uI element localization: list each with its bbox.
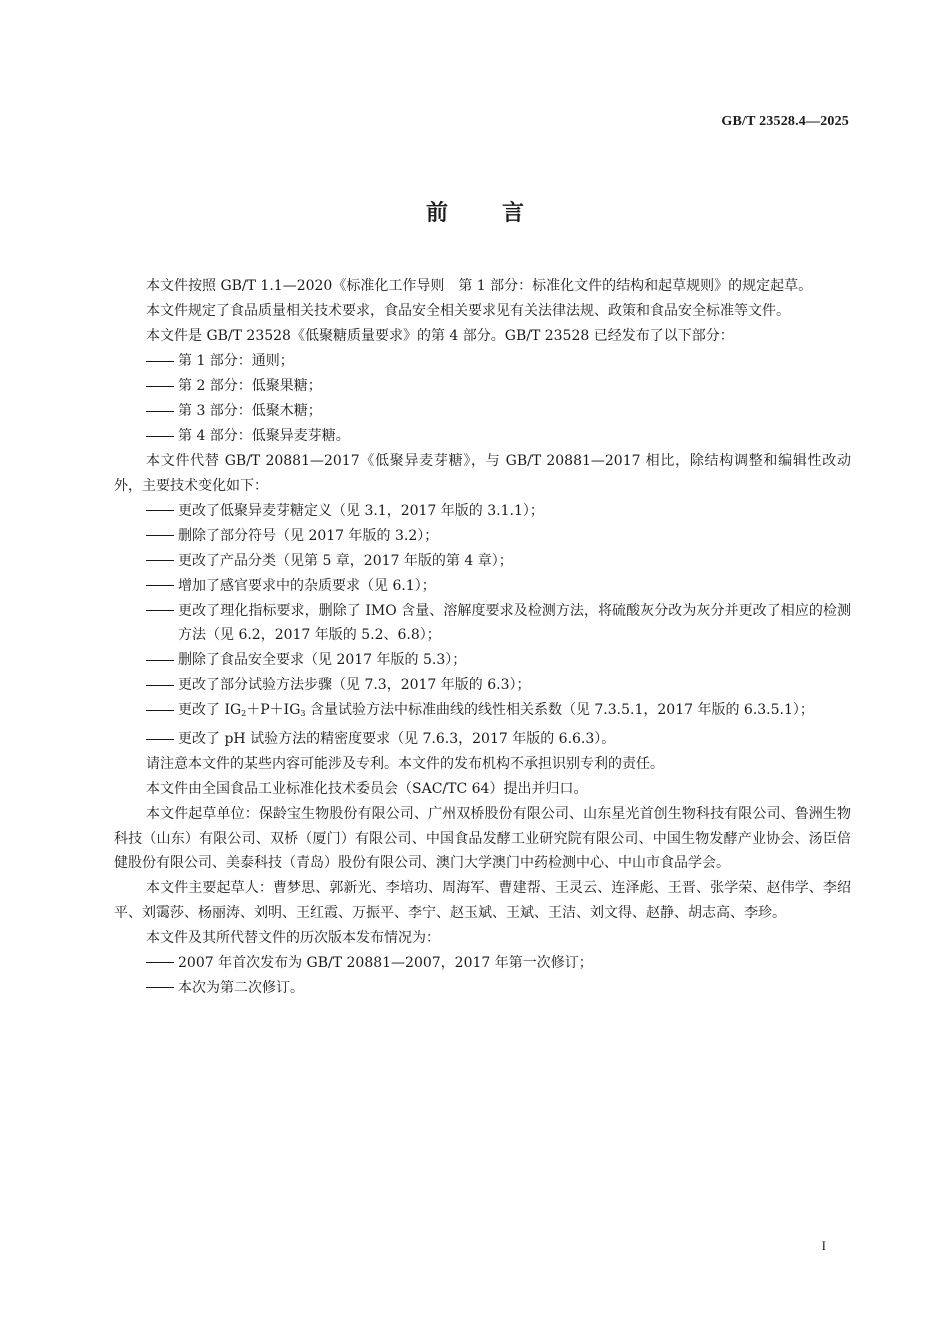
paragraph-history-intro: 本文件及其所代替文件的历次版本发布情况为： [146, 929, 440, 946]
list-item: 删除了食品安全要求（见 2017 年版的 5.3）； [114, 648, 851, 673]
paragraph-replacement: 本文件代替 GB/T 20881—2017《低聚异麦芽糖》，与 GB/T 20881—2017 相比，除结构调整和编辑性改动外，主要技术变化如下： [114, 453, 851, 494]
list-item: 第 1 部分：通则； [114, 349, 851, 374]
list-item: 增加了感官要求中的杂质要求（见 6.1）； [114, 574, 851, 599]
paragraph-patent-notice: 请注意本文件的某些内容可能涉及专利。本文件的发布机构不承担识别专利的责任。 [146, 756, 664, 772]
paragraph-series: 本文件是 GB/T 23528《低聚糖质量要求》的第 4 部分。GB/T 23528 已经发布了以下部分： [146, 328, 734, 344]
list-item: 更改了 pH 试验方法的精密度要求（见 7.6.3，2017 年版的 6.6.3）。 [114, 727, 851, 752]
paragraph-drafting-basis: 本文件按照 GB/T 1.1—2020《标准化工作导则 第 1 部分：标准化文件的结构和起草规则》的规定起草。 [146, 278, 813, 294]
paragraph-scope: 本文件规定了食品质量相关技术要求，食品安全相关要求见有关法律法规、政策和食品安全标准等文件。 [146, 303, 790, 319]
paragraph-drafting-units: 本文件起草单位：保龄宝生物股份有限公司、广州双桥股份有限公司、山东星光首创生物科技有限公司、鲁洲生物科技（山东）有限公司、双桥（厦门）有限公司、中国食品发酵工业研究院有限公司、中国生物发酵产业协会、汤臣倍健股份有限公司、美泰科技（青岛）股份有限公司、澳门大学澳门中药检测中心、中山市食品学会。 [114, 806, 851, 871]
paragraph-proposer: 本文件由全国食品工业标准化技术委员会（SAC/TC 64）提出并归口。 [146, 781, 588, 797]
list-item: 更改了部分试验方法步骤（见 7.3，2017 年版的 6.3）； [114, 673, 851, 698]
list-item: 更改了低聚异麦芽糖定义（见 3.1，2017 年版的 3.1.1）； [114, 499, 851, 524]
list-item: 第 2 部分：低聚果糖； [114, 374, 851, 399]
list-item: 更改了产品分类（见第 5 章，2017 年版的第 4 章）； [114, 549, 851, 574]
foreword-body [114, 274, 851, 1001]
page-number: I [821, 1238, 826, 1253]
list-item: 第 4 部分：低聚异麦芽糖。 [114, 424, 851, 449]
list-item: 本次为第二次修订。 [114, 976, 851, 1001]
list-item: 2007 年首次发布为 GB/T 20881—2007，2017 年第一次修订； [114, 951, 851, 976]
page-title: 前言 [425, 201, 578, 226]
paragraph-drafters: 本文件主要起草人：曹梦思、郭新光、李培功、周海军、曹建帮、王灵云、连泽彪、王晋、张学荣、赵伟学、李绍平、刘霭莎、杨丽涛、刘明、王红霞、万振平、李宁、赵玉斌、王斌、王洁、刘文得、赵静、胡志高、李珍。 [114, 880, 851, 921]
list-item: 更改了理化指标要求，删除了 IMO 含量、溶解度要求及检测方法，将硫酸灰分改为灰分并更改了相应的检测方法（见 6.2，2017 年版的 5.2、6.8）； [114, 599, 851, 648]
list-item: 删除了部分符号（见 2017 年版的 3.2）； [114, 524, 851, 549]
list-item: 更改了 $IG_2+P+IG_3$ 含量试验方法中标准曲线的线性相关系数（见 7.3.5.1，2017 年版的 6.3.5.1）； [114, 698, 851, 727]
list-item: 第 3 部分：低聚木糖； [114, 399, 851, 424]
standard-code: GB/T 23528.4—2025 [721, 114, 849, 129]
